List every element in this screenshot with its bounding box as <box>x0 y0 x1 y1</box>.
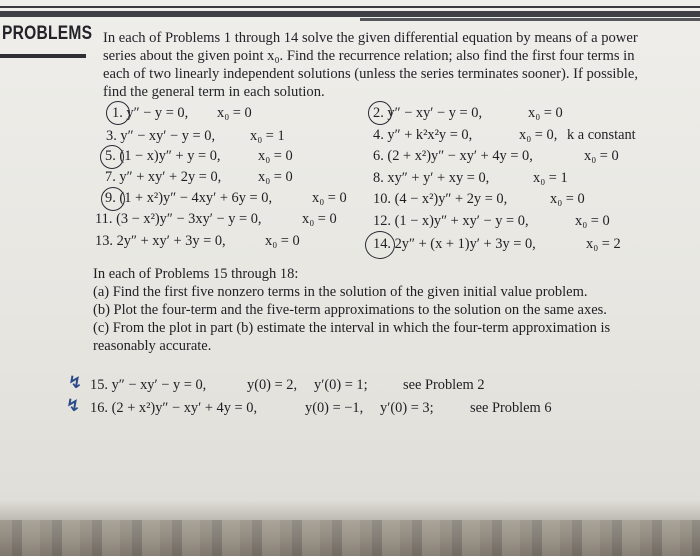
problem-6 <box>373 148 533 165</box>
problem-10-x0: x₀ = 0 <box>550 191 585 207</box>
problem-number: 1. <box>112 105 123 121</box>
problem-number: 16. <box>90 400 108 416</box>
top-rule-thick <box>0 11 700 17</box>
pen-mark-icon: ↯ <box>66 396 81 416</box>
problem-number: 5. <box>105 148 116 164</box>
problem-equation: y″ + xy′ + 2y = 0, <box>119 169 222 185</box>
problem-equation: 2y″ + xy′ + 3y = 0, <box>116 233 226 249</box>
part2-item-c-cont: reasonably accurate. <box>93 338 212 354</box>
problem-equation: (2 + x²)y″ − xy′ + 4y = 0, <box>111 400 258 416</box>
problem-equation: (1 − x)y″ + y = 0, <box>119 148 221 164</box>
problem-number: 8. <box>373 170 384 186</box>
problem-4 <box>373 127 472 144</box>
problem-13-x0: x₀ = 0 <box>265 233 300 249</box>
problem-6-x0: x₀ = 0 <box>584 148 619 164</box>
problem-number: 7. <box>105 169 116 185</box>
problem-number: 10. <box>373 191 391 207</box>
pen-circle-problem-9 <box>101 187 125 211</box>
problem-number: 4. <box>373 127 384 143</box>
pen-mark-icon: ↯ <box>68 373 83 393</box>
problem-15-reference: see Problem 2 <box>403 377 485 393</box>
problem-14-x0: x₀ = 2 <box>586 236 621 252</box>
problem-number: 6. <box>373 148 384 164</box>
intro-paragraph <box>103 29 668 101</box>
problem-equation: y″ − xy′ − y = 0, <box>111 377 207 393</box>
problem-4-x0 <box>519 127 636 144</box>
problem-7-x0: x₀ = 0 <box>258 169 293 185</box>
background-surface <box>0 520 700 556</box>
problem-16-reference: see Problem 6 <box>470 400 552 416</box>
part2-block <box>93 265 683 355</box>
part2-item-b: (b) Plot the four-term and the five-term approximations to the solution on the same axes. <box>93 302 607 318</box>
intro-line: In each of Problems 1 through 14 solve the given differential equation by means of a power <box>103 30 638 46</box>
problem-equation: xy″ + y′ + xy = 0, <box>387 170 490 186</box>
heading-underline <box>0 54 86 58</box>
header-rule <box>360 18 700 21</box>
problem-9 <box>105 190 272 207</box>
problem-number: 2. <box>373 105 384 121</box>
section-heading: PROBLEMS <box>2 23 93 44</box>
problem-16-ic1: y(0) = −1, <box>305 400 364 416</box>
problem-equation: (1 + x²)y″ − 4xy′ + 6y = 0, <box>119 190 273 206</box>
problem-15-ic1: y(0) = 2, <box>247 377 298 393</box>
problem-15 <box>90 377 206 394</box>
problem-10 <box>373 191 507 208</box>
problem-8 <box>373 170 489 187</box>
problem-equation: y″ − xy′ − y = 0, <box>120 128 216 144</box>
problem-13 <box>95 233 226 250</box>
problem-number: 14. <box>373 236 391 252</box>
problem-number: 11. <box>95 211 113 227</box>
pen-circle-problem-14 <box>365 231 395 259</box>
part2-intro: In each of Problems 15 through 18: <box>93 266 299 282</box>
problem-8-x0: x₀ = 1 <box>533 170 568 186</box>
pen-circle-problem-5 <box>100 145 124 169</box>
problem-equation: y″ + k²x²y = 0, <box>387 127 473 143</box>
problem-equation: (1 − x)y″ + xy′ − y = 0, <box>394 213 529 229</box>
intro-line: find the general term in each solution. <box>103 84 325 100</box>
problem-5-x0: x₀ = 0 <box>258 148 293 164</box>
problem-number: 3. <box>106 128 117 144</box>
problem-16 <box>90 400 257 417</box>
problem-12 <box>373 213 529 230</box>
problem-number: 12. <box>373 213 391 229</box>
problem-equation: (3 − x²)y″ − 3xy′ − y = 0, <box>116 211 262 227</box>
problem-14 <box>373 236 536 253</box>
problem-number: 9. <box>105 190 116 206</box>
problem-11 <box>95 211 262 228</box>
top-rule <box>0 6 700 8</box>
problem-1-x0: x₀ = 0 <box>217 105 252 121</box>
problem-9-x0: x₀ = 0 <box>312 190 347 206</box>
problem-7 <box>105 169 221 186</box>
part2-item-c: (c) From the plot in part (b) estimate the interval in which the four-term approximation is <box>93 320 611 336</box>
problem-3 <box>106 128 215 145</box>
problem-x0: x₀ = 0, <box>519 127 558 143</box>
problem-15-ic2: y′(0) = 1; <box>314 377 368 393</box>
problem-equation: y″ − xy′ − y = 0, <box>387 105 483 121</box>
part2-item-a: (a) Find the first five nonzero terms in the solution of the given initial value problem. <box>93 284 588 300</box>
problem-11-x0: x₀ = 0 <box>302 211 337 227</box>
problem-3-x0: x₀ = 1 <box>250 128 285 144</box>
problem-equation: 2y″ + (x + 1)y′ + 3y = 0, <box>394 236 536 252</box>
problem-2-x0: x₀ = 0 <box>528 105 563 121</box>
intro-line: each of two linearly independent solutions (unless the series terminates sooner). If possible, <box>103 66 638 82</box>
problem-equation: (4 − x²)y″ + 2y = 0, <box>394 191 508 207</box>
problem-number: 15. <box>90 377 108 393</box>
pen-circle-problem-1 <box>106 101 130 125</box>
problem-12-x0: x₀ = 0 <box>575 213 610 229</box>
problem-equation: (2 + x²)y″ − xy′ + 4y = 0, <box>387 148 533 164</box>
problem-note: k a constant <box>566 127 636 143</box>
intro-line: series about the given point x₀. Find the recurrence relation; also find the first four terms in <box>103 48 635 64</box>
problem-number: 13. <box>95 233 113 249</box>
pen-circle-problem-2 <box>368 101 392 125</box>
problem-16-ic2: y′(0) = 3; <box>380 400 434 416</box>
problem-equation: y″ − y = 0, <box>126 105 189 121</box>
